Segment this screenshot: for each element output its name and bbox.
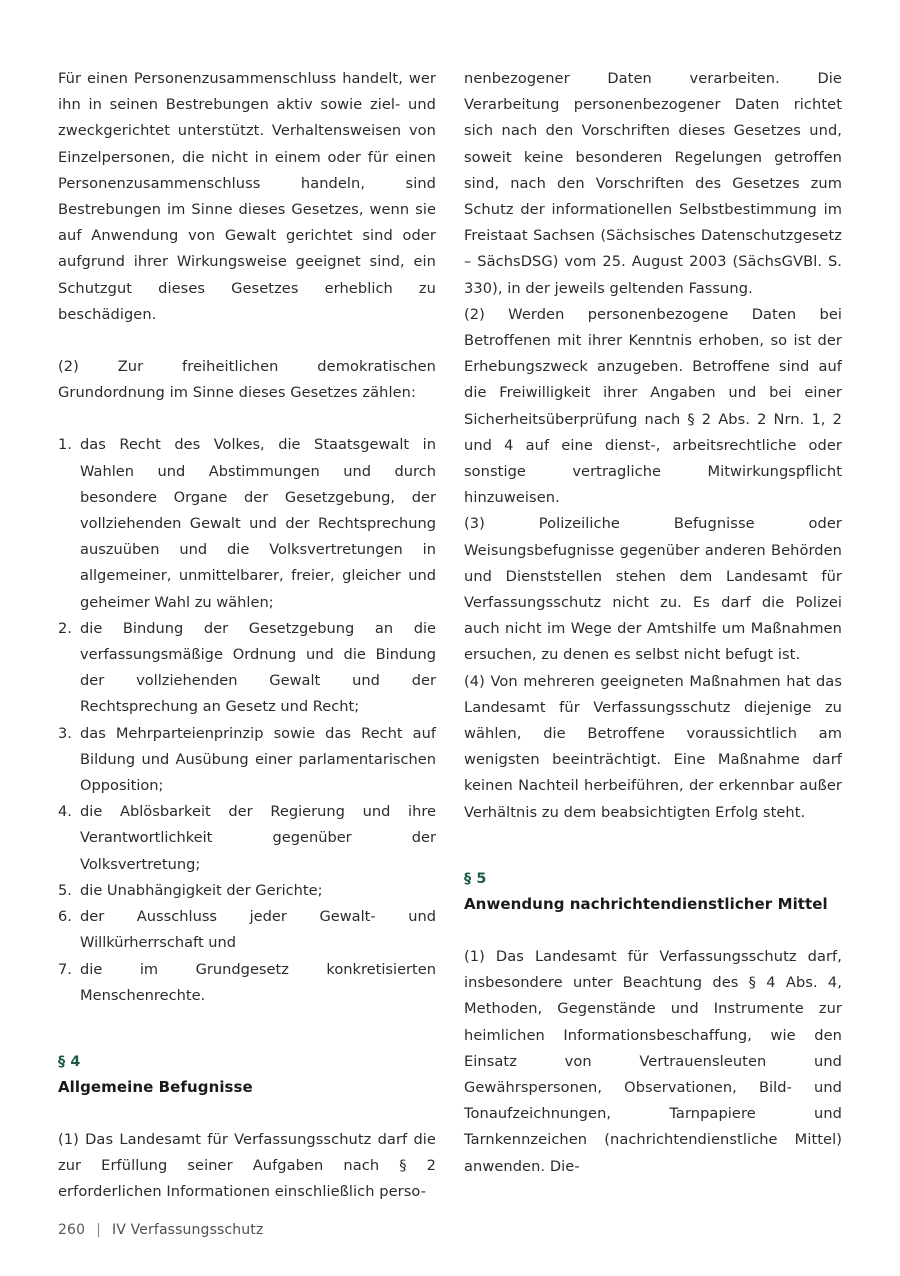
paragraph-p5-absatz-1: (1) Das Landesamt für Verfassungsschutz darf, insbesondere unter Beachtung des § 4 Abs. 4, Methoden, Gegenstände und Instrumente zur heimlichen Informationsbeschaffung, wie den Einsatz von Vertrauensleuten und Gewährspersonen, Observationen, Bild- und Tonaufzeichnungen, Tarnpapiere und Tarnkennzeichen (nachrichtendienstliche Mittel) anwenden. Die- — [464, 947, 842, 1175]
section-number: § 5 — [464, 870, 487, 887]
list-item-text: die Ablösbarkeit der Regierung und ihre Verantwortlichkeit gegenüber der Volksvertretung; — [80, 803, 436, 873]
list-item — [58, 957, 436, 1009]
paragraph-p4-absatz-2: (2) Werden personenbezogene Daten bei Betroffenen mit ihrer Kenntnis erhoben, so ist der Erhebungszweck anzugeben. Betroffene sind auf die Freiwilligkeit ihrer Angaben und bei einer Sicherheitsüberprüfung nach § 2 Abs. 2 Nrn. 1, 2 und 4 auf eine dienst-, arbeitsrechtliche oder sonstige vertragliche Mitwirkungspflicht hinzuweisen. — [464, 305, 842, 507]
section-heading-paragraph-5 — [464, 868, 842, 916]
list-item — [58, 878, 436, 904]
list-item-text: die Bindung der Gesetzgebung an die verfassungsmäßige Ordnung und die Bindung der vollziehenden Gewalt und der Rechtsprechung an Gesetz und Recht; — [80, 619, 436, 716]
list-item-text: das Mehrparteienprinzip sowie das Recht auf Bildung und Ausübung einer parlamentarischen Opposition; — [80, 724, 436, 795]
right-column — [464, 66, 842, 1175]
paragraph-p4-absatz-4: (4) Von mehreren geeigneten Maßnahmen hat das Landesamt für Verfassungsschutz diejenige zu wählen, die Betroffene voraussichtlich am wenigsten beeinträchtigt. Eine Maßnahme darf keinen Nachteil herbeiführen, der erkennbar außer Verhältnis zu dem beabsichtigten Erfolg steht. — [464, 672, 842, 821]
paragraph-absatz-1-continuation: nenbezogener Daten verarbeiten. Die Verarbeitung personenbezogener Daten richtet sich nach den Vorschriften dieses Gesetzes und, soweit keine besonderen Regelungen getroffen sind, nach den Vorschriften des Gesetzes zum Schutz der informationellen Selbstbestimmung im Freistaat Sachsen (Sächsisches Datenschutzgesetz – SächsDSG) vom 25. August 2003 (SächsGVBl. S. 330), in der jeweils geltenden Fassung. — [464, 70, 842, 297]
section-title: Anwendung nachrichtendienstlicher Mittel — [464, 894, 828, 913]
page-footer — [58, 1222, 263, 1238]
list-item-text: der Ausschluss jeder Gewalt- und Willkürherrschaft und — [80, 908, 436, 952]
list-item — [58, 432, 436, 615]
section-title: Allgemeine Befugnisse — [58, 1077, 253, 1096]
grundordnung-list — [58, 432, 436, 1008]
footer-chapter-title: IV Verfassungsschutz — [112, 1222, 264, 1238]
list-item — [58, 904, 436, 956]
paragraph-continuation: Für einen Personenzusammenschluss handelt, wer ihn in seinen Bestrebungen aktiv sowie ziel- und zweckgerichtet unterstützt. Verhaltensweisen von Einzelpersonen, die nicht in einem oder für einen Personenzusammenschluss handeln, sind Bestrebungen im Sinne dieses Gesetzes, wenn sie auf Anwendung von Gewalt gerichtet sind oder aufgrund ihrer Wirkungsweise geeignet sind, ein Schutzgut dieses Gesetzes erheblich zu beschädigen. — [58, 70, 436, 323]
page-content — [58, 66, 843, 1201]
list-item-marker: 2. — [58, 619, 72, 637]
paragraph-p4-absatz-1: (1) Das Landesamt für Verfassungsschutz darf die zur Erfüllung seiner Aufgaben nach § 2 erforderlichen Informationen einschließlich perso- — [58, 1130, 436, 1201]
list-item-marker: 1. — [58, 436, 72, 454]
section-number: § 4 — [58, 1053, 81, 1070]
list-item-marker: 3. — [58, 724, 72, 742]
paragraph-absatz-2: (2) Zur freiheitlichen demokratischen Grundordnung im Sinne dieses Gesetzes zählen: — [58, 358, 436, 402]
list-item — [58, 616, 436, 721]
section-heading-paragraph-4 — [58, 1051, 436, 1099]
list-item-marker: 5. — [58, 881, 72, 899]
footer-separator: | — [96, 1222, 102, 1238]
list-item-text: das Recht des Volkes, die Staatsgewalt in Wahlen und Abstimmungen und durch besondere Organe der Gesetzgebung, der vollziehenden Gewalt und der Rechtsprechung auszuüben und die Volksvertretungen in allgemeiner, unmittelbarer, freier, gleicher und geheimer Wahl zu wählen; — [80, 436, 436, 611]
list-item — [58, 799, 436, 878]
list-item-text: die im Grundgesetz konkretisierten Menschenrechte. — [80, 960, 436, 1004]
left-column — [58, 66, 436, 1201]
paragraph-p4-absatz-3: (3) Polizeiliche Befugnisse oder Weisungsbefugnisse gegenüber anderen Behörden und Dienststellen stehen dem Landesamt für Verfassungsschutz nicht zu. Es darf die Polizei auch nicht im Wege der Amtshilfe um Maßnahmen ersuchen, zu denen es selbst nicht befugt ist. — [464, 515, 842, 664]
footer-page-number: 260 — [58, 1222, 86, 1238]
list-item-marker: 4. — [58, 803, 72, 821]
list-item-marker: 6. — [58, 908, 72, 926]
list-item — [58, 721, 436, 800]
list-item-text: die Unabhängigkeit der Gerichte; — [80, 881, 323, 899]
list-item-marker: 7. — [58, 960, 72, 978]
